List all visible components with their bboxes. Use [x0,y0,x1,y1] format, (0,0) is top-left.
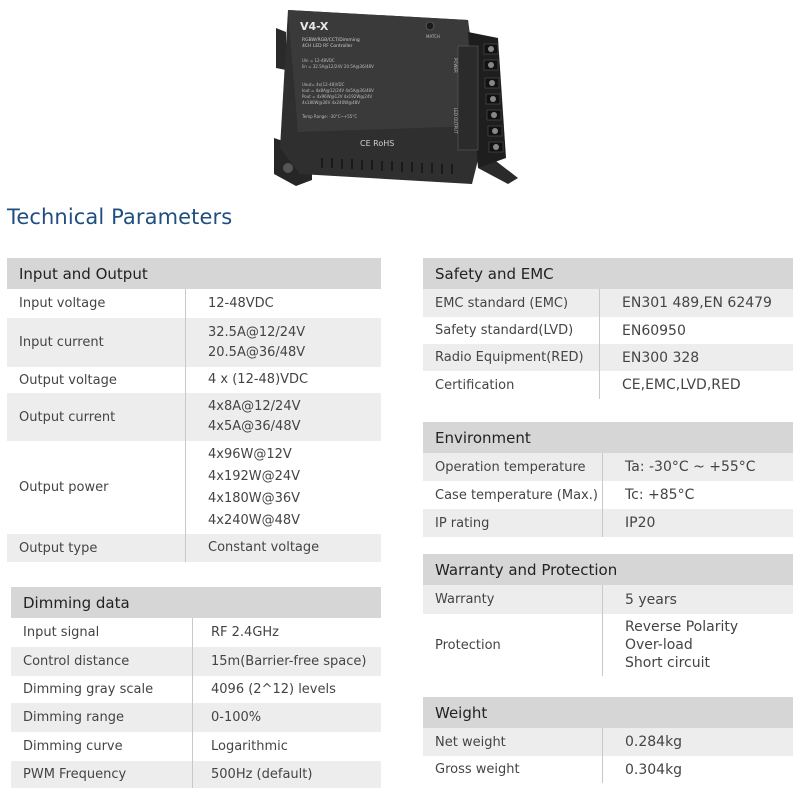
product-output-1: Uout= 4x(12-48)VDC [302,82,345,87]
row-value: EN301 489,EN 62479 [622,295,772,311]
row-value: 4x8A@12/24V 4x5A@36/48V [208,399,301,434]
table-row [423,289,793,317]
row-value: IP20 [625,515,656,531]
row-value: CE,EMC,LVD,RED [622,377,741,393]
table-row [423,344,793,371]
product-image [272,8,524,190]
table-header: Environment [423,422,793,453]
row-label: Output type [7,534,186,562]
table-row [423,509,793,537]
row-value: Ta: -30°C ~ +55°C [625,459,756,475]
table-row [11,761,381,788]
table-row [7,367,381,393]
table-row [423,371,793,399]
row-label: Safety standard(LVD) [423,317,600,344]
table-row [11,647,381,676]
table-row [423,728,793,756]
row-value: 15m(Barrier-free space) [211,653,367,669]
page-title: Technical Parameters [7,205,233,229]
warranty-table [423,554,793,676]
row-value: Logarithmic [211,738,288,754]
row-label: Output power [7,441,186,534]
table-row [11,732,381,761]
row-label: IP rating [423,509,603,537]
row-label: Control distance [11,647,193,676]
table-row [7,393,381,441]
table-row [423,585,793,614]
product-output-2: Iout = 4x8A@12/24V 4x5A@36/48V [302,88,374,93]
table-header: Warranty and Protection [423,554,793,585]
row-label: Output current [7,393,186,441]
table-row [7,289,381,318]
product-subtitle-2: 4CH LED RF Controller [302,44,353,49]
dimming-table [11,587,381,788]
row-value: 0-100% [211,709,262,725]
row-label: Dimming curve [11,732,193,761]
table-header: Dimming data [11,587,381,618]
table-row [11,618,381,647]
product-power-label: POWER [453,58,458,73]
row-label: Warranty [423,585,603,614]
table-row [423,481,793,509]
row-label: Input signal [11,618,193,647]
table-header: Safety and EMC [423,258,793,289]
row-label: EMC standard (EMC) [423,289,600,317]
row-value: 32.5A@12/24V 20.5A@36/48V [208,324,306,360]
safety-table [423,258,793,399]
row-value: Reverse Polarity Over-load Short circuit [625,619,739,671]
product-output-label: LED OUTPUT [453,108,458,134]
row-value: 0.284kg [625,734,683,750]
table-header: Weight [423,697,793,728]
row-label: Net weight [423,728,603,756]
table-row [423,317,793,344]
row-label: Certification [423,371,600,399]
table-row [423,614,793,676]
table-row [7,318,381,367]
row-label: Dimming gray scale [11,676,193,703]
table-row [11,703,381,732]
table-row [423,453,793,481]
row-value: 4 x (12-48)VDC [208,372,309,387]
product-model: V4-X [300,20,329,33]
row-value: 12-48VDC [208,295,274,311]
row-label: Radio Equipment(RED) [423,344,600,371]
product-input-1: Uin = 12-48VDC [302,58,335,63]
table-row [7,441,381,534]
row-value: 0.304kg [625,761,683,778]
row-value: Tc: +85°C [625,487,695,503]
row-value: EN300 328 [622,349,700,366]
row-label: Input voltage [7,289,186,318]
row-value: EN60950 [622,322,686,339]
product-output-4: 4x180W@36V 4x240W@48V [302,100,360,105]
row-label: Gross weight [423,756,603,783]
match-button-label: MATCH [426,34,440,39]
row-value: 5 years [625,591,677,608]
product-cert-marks: CE RoHS [360,139,395,148]
product-output-3: Pout = 4x96W@12V 4x192W@24V [302,94,373,99]
row-label: Input current [7,318,186,367]
environment-table [423,422,793,537]
row-value: Constant voltage [208,540,320,555]
table-header: Input and Output [7,258,381,289]
table-row [11,676,381,703]
input-output-table [7,258,381,562]
row-value: 500Hz (default) [211,766,313,782]
row-label: Dimming range [11,703,193,732]
table-row [7,534,381,562]
product-input-2: Iin = 32.5A@12/24V 20.5A@36/48V [302,64,374,69]
row-label: PWM Frequency [11,761,193,788]
row-value: 4x96W@12V 4x192W@24V 4x180W@36V 4x240W@48V [208,446,301,528]
weight-table [423,697,793,783]
row-label: Protection [423,614,603,676]
row-label: Case temperature (Max.) [423,481,603,509]
product-subtitle-1: RGBW/RGB/CCT/Dimming [302,38,360,43]
table-row [423,756,793,783]
row-value: 4096 (2^12) levels [211,681,336,697]
row-label: Output voltage [7,367,186,393]
row-label: Operation temperature [423,453,603,481]
product-temp: Temp Range: -30°C~+55°C [302,114,358,119]
row-value: RF 2.4GHz [211,624,279,640]
